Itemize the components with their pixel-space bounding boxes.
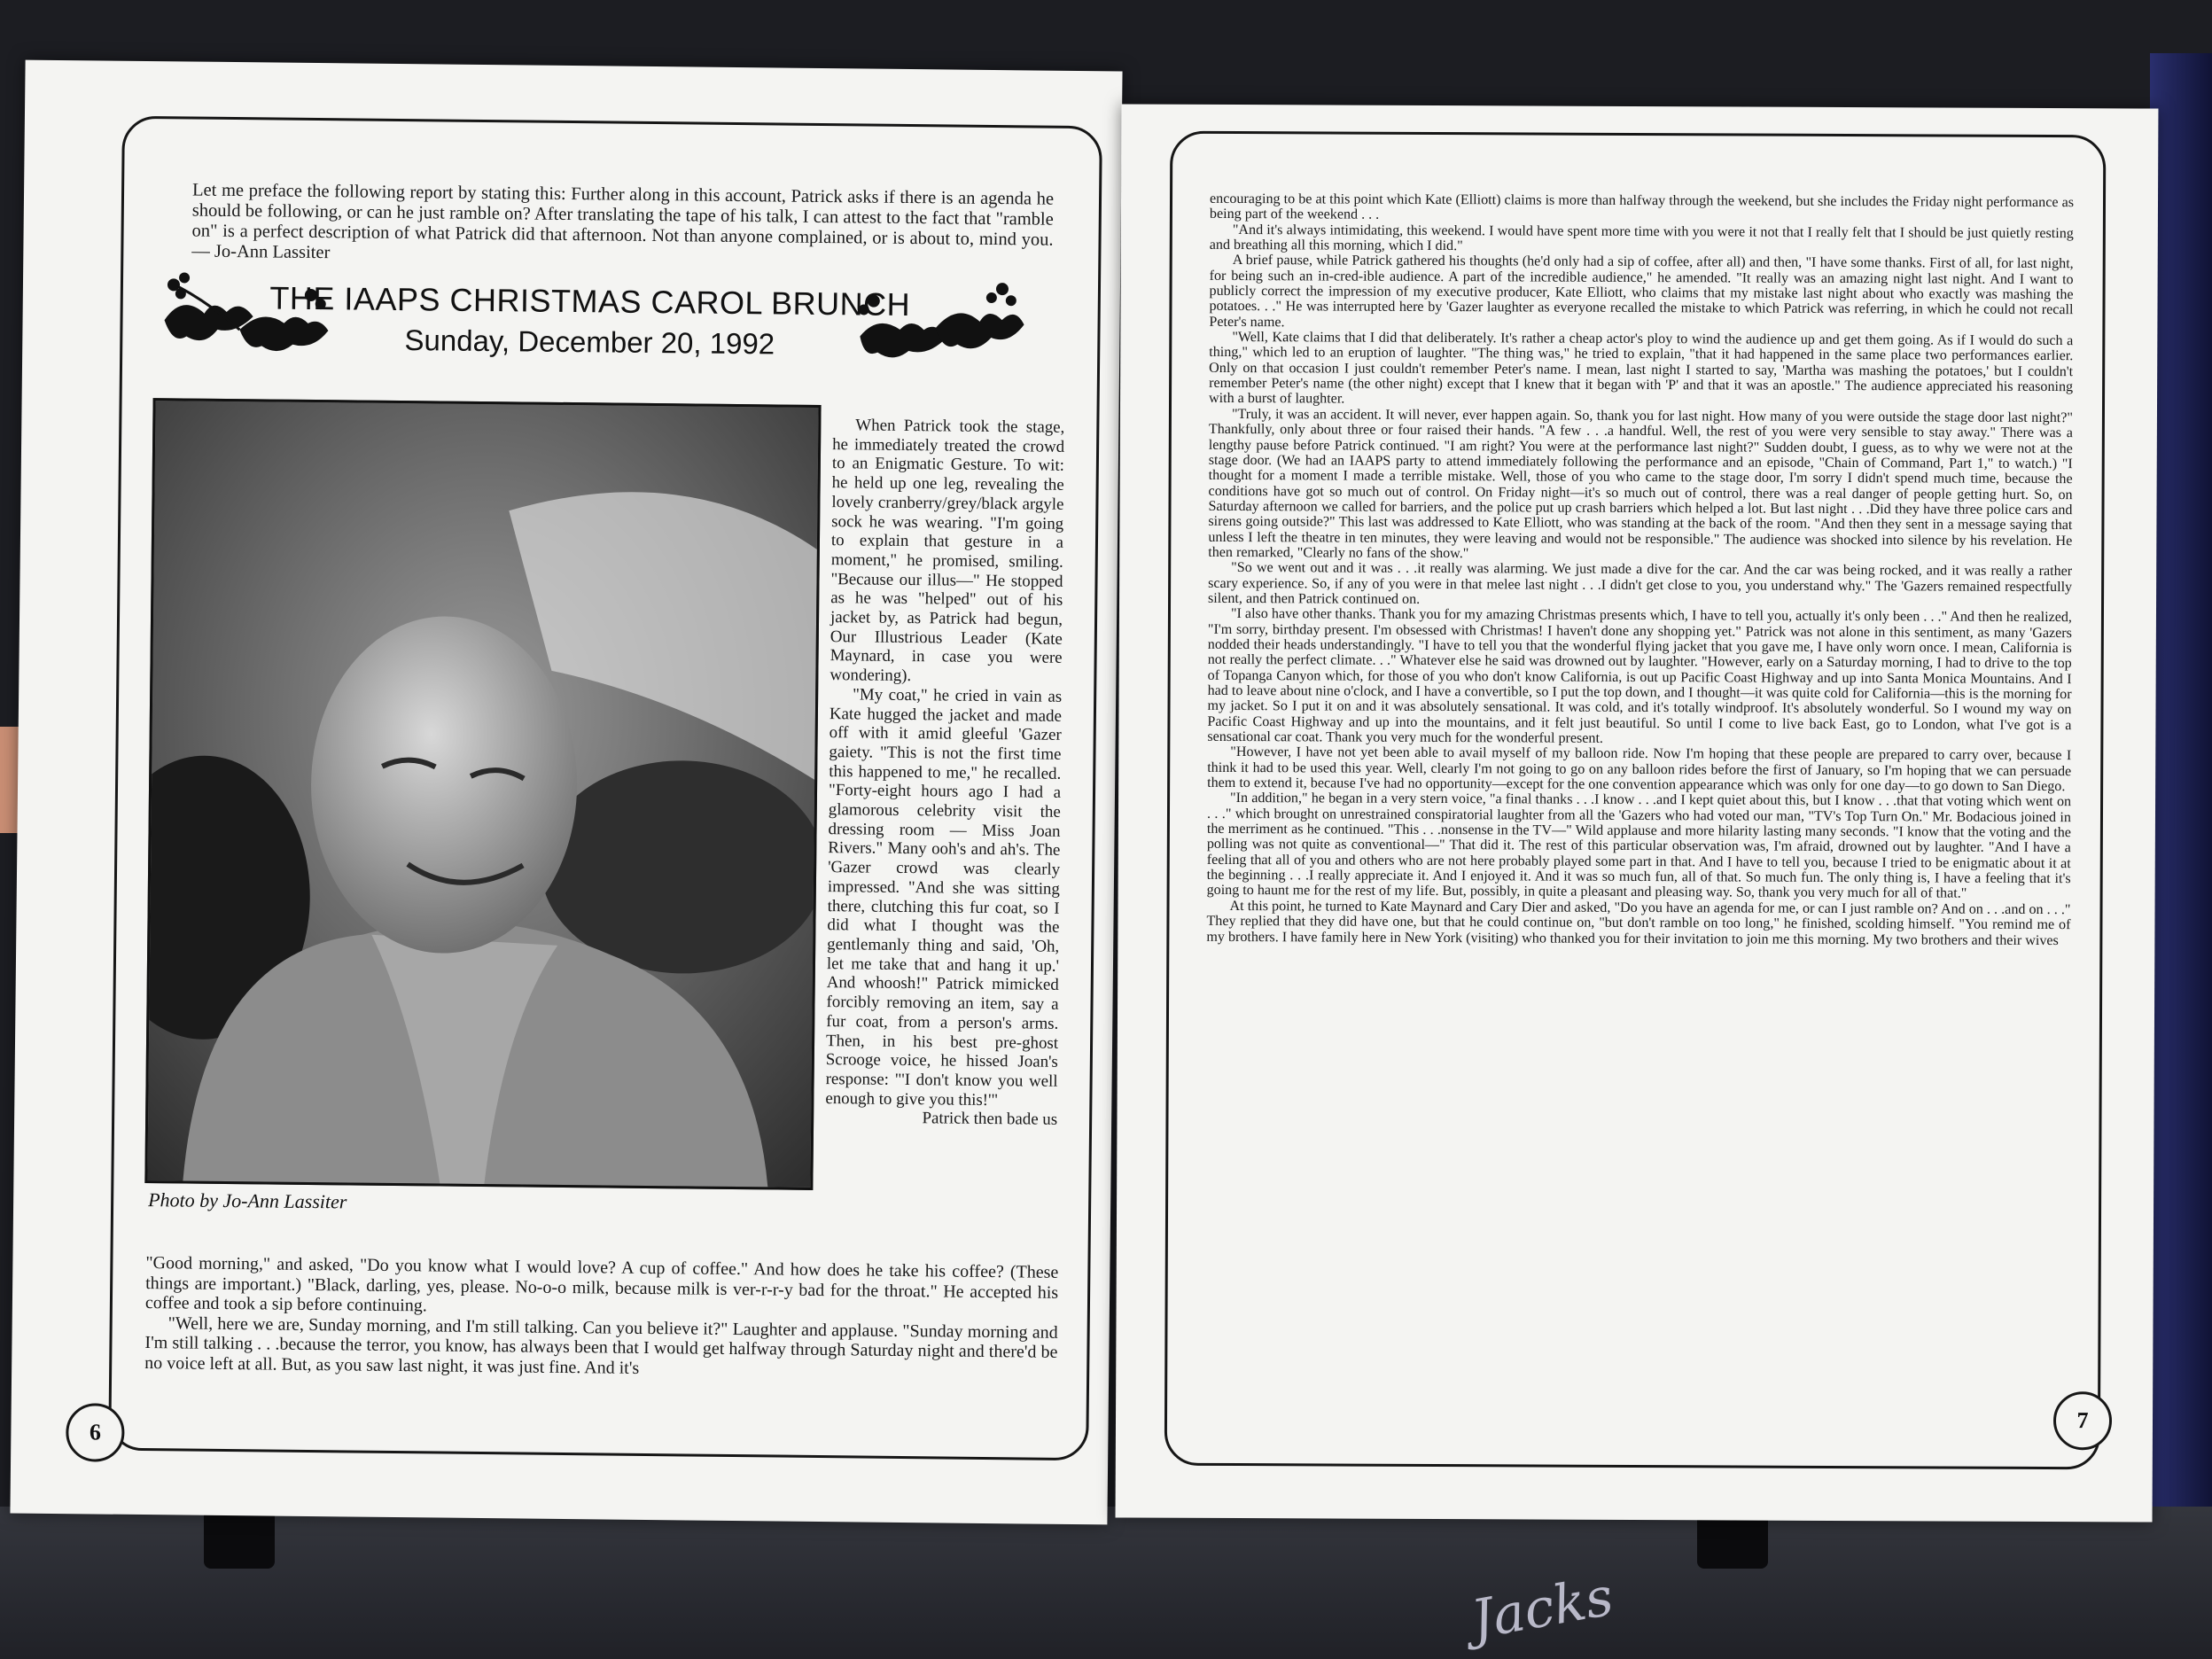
booklet-page-right bbox=[1116, 104, 2159, 1522]
body-paragraph: At this point, he turned to Kate Maynard and Cary Dier and asked, "Do you have an agenda for me, or can I just ramble on? And on . . .and on . . ." They replied that they did have one, but that he could continue on, "but don't ramble on too long," he finished, scolding himself. "You remind me of my brothers. I have family here in New York (visiting) who thanked you for their invitation to join me this morning. My two brothers and their wives bbox=[1206, 898, 2071, 948]
body-paragraph: "Well, here we are, Sunday morning, and I'm still talking. Can you believe it?" Laughter and applause. "Sunday morning and I'm still talking . . .because the terror, you know, has always been that I would get halfway through Saturday night and there'd be no voice left at all. But, as you saw last night, it was just fine. And it's bbox=[144, 1312, 1058, 1378]
background-logo-text: Jacks bbox=[1467, 1565, 1618, 1652]
intro-text: Let me preface the following report by stating this: Further along in this account, Patrick asks if there is an agenda he should be following, or can he just ramble on? After translating the tape of his talk, I can attest to the fact that "ramble on" is a perfect description of what Patrick did that afternoon. Not than anyone complained, or is about to, mind you. — Jo-Ann Lassiter bbox=[191, 180, 1055, 263]
body-paragraph: A brief pause, while Patrick gathered his thoughts (he'd only had a sip of coffee, after all) and then, "I have some thanks. First of all, for last night, for being such an in-cred-ible audience. A part of the incredible audience," he amended. "It really was an amazing night last night. And I want to publicly correct the impression of my executive producer, Kate Elliott, who claims that my mistake last night about who exactly was mashing the potatoes. . ." He was interrupted here by 'Gazer laughter as everyone recalled the mistake to which Patrick was referring, in which he could not recall Peter's name. bbox=[1209, 253, 2074, 331]
photo bbox=[144, 398, 821, 1190]
column-paragraph: Patrick then bade us bbox=[922, 1109, 1058, 1130]
guitar-background bbox=[2150, 53, 2212, 1542]
side-column bbox=[825, 416, 1064, 1130]
page-number-6: 6 bbox=[66, 1403, 125, 1462]
body-paragraph: "Truly, it was an accident. It will never, ever happen again. So, thank you for last night. How many of you were outside the stage door last night?" Thankfully, only about three or four raised their hands. "A few . . .a handful. Well, the rest of you were very sensible to stay away." There was a lengthy pause before Patrick continued. "I am right? You were at the performance last night?" Sudden doubt, I guess, as to why we were not at the stage door. (We had an IAAPS party to attend immediately following the performance and an episode, "Chain of Command, Part 1," to watch.) "I thought for a moment I made a terrible mistake. Well, those of you who came to the stage door, I'm sorry I didn't spend much time, because the conditions have got so much out of control. On Friday night—it's so much out of control, there was a real danger of people getting hurt. So, on Saturday afternoon we called for barriers, and the police put up crash barriers which helped a lot. But last night . . .Did they have three police cars and sirens going outside?" This last was addressed to Kate Elliott, who was standing at the back of the room. "And then they sent in a message saying that unless I left the theatre in ten minutes, they were leaving and would not be responsible." The audience was shocked into silence by his revelation. He then remarked, "Clearly no fans of the show." bbox=[1208, 406, 2073, 562]
body-paragraph: encouraging to be at this point which Kate (Elliott) claims is more than halfway through the weekend, but she includes the Friday night performance as being part of the weekend . . . bbox=[1209, 191, 2075, 223]
body-paragraph: "So we went out and it was . . .it really was alarming. We just made a dive for the car. And the car was being rocked, and it was really a rather scary experience. So, if any of you were in that melee last night . . .I didn't get close to you, you understand why." The 'Gazers remained respectfully silent, and then Patrick continued on. bbox=[1208, 560, 2073, 607]
article-date: Sunday, December 20, 1992 bbox=[404, 323, 775, 361]
body-paragraph: "And it's always intimidating, this weekend. I would have spent more time with you were it not that I really felt that I should be just quietly resting and breathing all this morning, which I did." bbox=[1209, 222, 2074, 254]
right-body-text bbox=[1206, 191, 2074, 948]
article-title-block bbox=[199, 279, 980, 363]
music-stand bbox=[0, 1507, 2212, 1659]
body-paragraph: "Good morning," and asked, "Do you know what I would love? A cup of coffee." And how does he take his coffee? (These things are important.) "Black, darling, yes, please. No-o-o milk, because milk is ver-r-r-y bad for the throat." He accepted his coffee and took a sip before continuing. bbox=[144, 1253, 1059, 1316]
body-paragraph: "However, I have not yet been able to avail myself of my balloon ride. Now I'm hoping that these people are prepared to carry over, because I think it had to be used this year. Well, clearly I'm not going to go on any balloon rides before the first of January, so I'm hoping that we can persuade them to extend it, because I've had no opportunity—except for the one convention appearance which was only for one day—to go down to San Diego. bbox=[1207, 744, 2072, 795]
article-title: THE IAAPS CHRISTMAS CAROL BRUNCH bbox=[269, 279, 911, 323]
booklet-page-left bbox=[10, 60, 1122, 1525]
photo-caption: Photo by Jo-Ann Lassiter bbox=[148, 1188, 347, 1213]
page-number-7: 7 bbox=[2053, 1391, 2112, 1450]
photo-portrait-image bbox=[147, 401, 818, 1188]
body-paragraph: "I also have other thanks. Thank you for my amazing Christmas presents which, I have to tell you, actually it's only been . . ." And then he realized, "I'm sorry, birthday present. I'm obsessed with Christmas! I haven't done any shopping yet." Patrick was not alone in this sentiment, as many 'Gazers nodded their heads understandingly. "I have to tell you that the wonderful flying jacket that you gave me, I have only worn once. I mean, California is not really the perfect climate. . ." Whatever else he said was drowned out by laughter. "However, early on a Saturday morning, I had to drive to the top of Topanga Canyon which, for those of you who don't know California, is out up Pacific Coast Highway and up into Santa Monica Mountains. And I had to leave about nine o'clock, and I have a convertible, so I put the top down, and I thought—it was quite cold for California—this is the morning for my jacket. So I put it on and it was absolutely sensational. It was cold, and it's totally windproof. It's absolutely wonderful. So I wound my way on Pacific Coast Highway and up into the mountains, and it felt just beautiful. So until I come to live back East, go to London, what I've got is a sensational car coat. Thank you very much for the wonderful present. bbox=[1207, 606, 2073, 746]
column-paragraph: When Patrick took the stage, he immediately treated the crowd to an Enigmatic Gesture. To wit: he held up one leg, revealing the lovely cranberry/grey/black argyle sock he was wearing. "I'm going to explain that gesture in a moment," he promised, smiling. "Because our illus—" He stopped as he was "helped" out of his jacket by, as Patrick had begun, Our Illustrious Leader (Kate Maynard, in case you were wondering). bbox=[830, 416, 1065, 686]
bottom-text bbox=[144, 1253, 1058, 1382]
column-paragraph: "My coat," he cried in vain as Kate hugged the jacket and made off with it amid gleeful 'Gazer gaiety. "This is not the first time this happened to me," he recalled. "Forty-eight hours ago I had a glamorous celebrity visit the dressing room — Miss Joan Rivers." Many ooh's and ah's. The 'Gazer crowd was clearly impressed. "And she was sitting there, clutching this fur coat, so I did what I thought was the gentlemanly thing and said, 'Oh, let me take that and hang it up.' And whoosh!" Patrick mimicked forcibly removing an item, say a fur coat, from a person's arms. Then, in his best pre-ghost Scrooge voice, he hissed Joan's response: "'I don't know you well enough to give you this!'" bbox=[825, 685, 1063, 1110]
stand-clip-left bbox=[204, 1507, 275, 1569]
body-paragraph: "In addition," he began in a very stern voice, "a final thanks . . .I know . . .and I kept quiet about this, but I know . . .that that voting which went on . . ." which brought on unrestrained conspiratorial laughter from all the 'Gazers who had voted our man, "TV's Top Turn On." Mr. Bodacious joined in the merriment as he continued. "This . . .nonsense in the TV—" Wild applause and more hilarity lasting many seconds. "I know that the voting and the polling was not quite as conventional—" That did it. The rest of this particular observation was, I'm afraid, drowned out by laughter. "And I have a feeling that all of you and others who are not here probably played some part in that. And I have to tell you, because I tried to be enigmatic about it at the beginning . . .I really appreciate it. And I enjoyed it. And it was so much fun, all of that. So much fun. The only thing is, I have a feeling that it's going to haunt me for the rest of my life. But, possibly, in quite a pleasant and pleasing way. So, thank you very much for all of that." bbox=[1206, 791, 2072, 902]
intro-paragraph bbox=[191, 181, 1054, 271]
body-paragraph: "Well, Kate claims that I did that deliberately. It's rather a cheap actor's ploy to wind the audience up and get them going. As if I would do such a thing," which led to an eruption of laughter. "The thing was," he tried to explain, "that it had happened in the same place two performances earlier. Only on that occasion I just couldn't remember Peter's name. I mean, last night I started to say, 'Martha was mashing the potatoes,' but I couldn't remember Peter's name (the other night) except that I knew that it began with 'P' and that it was an apostle." The audience appreciated his reasoning with a burst of laughter. bbox=[1208, 330, 2074, 408]
